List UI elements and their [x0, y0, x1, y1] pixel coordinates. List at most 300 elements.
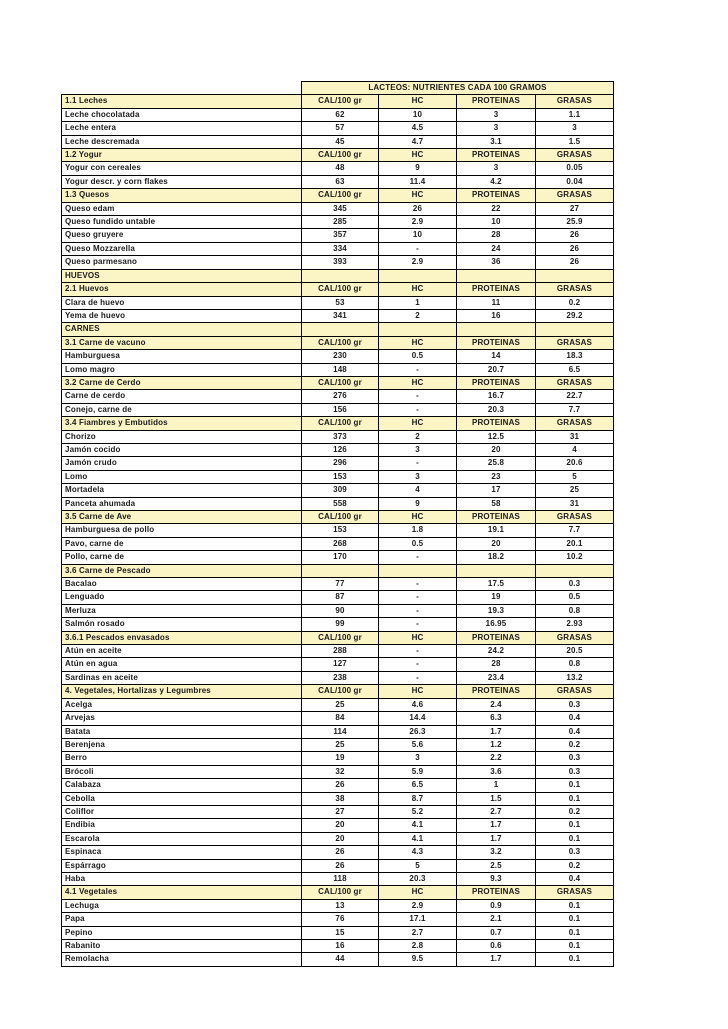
carbs-cell: 5 [379, 859, 457, 872]
table-row [62, 899, 614, 912]
title-spacer-cell [62, 82, 302, 95]
food-name-cell: 4. Vegetales, Hortalizas y Legumbres [62, 685, 302, 698]
table-row [62, 805, 614, 818]
carbs-cell: 4 [379, 484, 457, 497]
calories-cell [302, 323, 379, 336]
carbs-cell: 3 [379, 470, 457, 483]
fat-cell: GRASAS [536, 685, 614, 698]
table-row [62, 537, 614, 550]
carbs-cell: 4.3 [379, 846, 457, 859]
food-name-cell: Queso parmesano [62, 256, 302, 269]
food-name-cell: Queso gruyere [62, 229, 302, 242]
food-name-cell: Atún en agua [62, 658, 302, 671]
food-name-cell: Lenguado [62, 591, 302, 604]
food-name-cell: Salmón rosado [62, 618, 302, 631]
carbs-cell [379, 269, 457, 282]
protein-cell: 19 [457, 591, 536, 604]
protein-cell: 3 [457, 108, 536, 121]
carbs-cell: - [379, 645, 457, 658]
protein-cell: 1.7 [457, 832, 536, 845]
calories-cell: 268 [302, 537, 379, 550]
table-row [62, 484, 614, 497]
calories-cell: 26 [302, 859, 379, 872]
protein-cell: 36 [457, 256, 536, 269]
calories-cell: 27 [302, 805, 379, 818]
calories-cell: 26 [302, 846, 379, 859]
protein-cell: 18.2 [457, 551, 536, 564]
carbs-cell: 2.9 [379, 899, 457, 912]
category-header-row [62, 95, 614, 108]
protein-cell: PROTEINAS [457, 189, 536, 202]
calories-cell: 148 [302, 363, 379, 376]
table-row [62, 256, 614, 269]
fat-cell: 1.1 [536, 108, 614, 121]
calories-cell: 84 [302, 712, 379, 725]
carbs-cell: - [379, 591, 457, 604]
fat-cell: 0.3 [536, 578, 614, 591]
fat-cell: GRASAS [536, 376, 614, 389]
calories-cell: 114 [302, 725, 379, 738]
carbs-cell [379, 564, 457, 577]
carbs-cell: 2 [379, 309, 457, 322]
fat-cell: 0.05 [536, 162, 614, 175]
calories-cell: 296 [302, 457, 379, 470]
fat-cell: GRASAS [536, 283, 614, 296]
food-name-cell: Coliflor [62, 805, 302, 818]
protein-cell: 16 [457, 309, 536, 322]
protein-cell: 19.1 [457, 524, 536, 537]
fat-cell: 0.4 [536, 712, 614, 725]
calories-cell: 153 [302, 470, 379, 483]
table-row [62, 175, 614, 188]
calories-cell: 345 [302, 202, 379, 215]
carbs-cell: 1 [379, 296, 457, 309]
protein-cell: 1.7 [457, 819, 536, 832]
carbs-cell [379, 323, 457, 336]
fat-cell: 20.6 [536, 457, 614, 470]
table-row [62, 752, 614, 765]
carbs-cell: 26 [379, 202, 457, 215]
table-row [62, 430, 614, 443]
fat-cell: GRASAS [536, 417, 614, 430]
table-row [62, 551, 614, 564]
carbs-cell: 2 [379, 430, 457, 443]
calories-cell: 90 [302, 604, 379, 617]
carbs-cell: HC [379, 417, 457, 430]
table-row [62, 122, 614, 135]
table-row [62, 229, 614, 242]
fat-cell: GRASAS [536, 95, 614, 108]
calories-cell: CAL/100 gr [302, 149, 379, 162]
calories-cell: 45 [302, 135, 379, 148]
carbs-cell: HC [379, 283, 457, 296]
protein-cell: 20.3 [457, 403, 536, 416]
fat-cell: 0.1 [536, 792, 614, 805]
fat-cell: 0.3 [536, 698, 614, 711]
calories-cell: 99 [302, 618, 379, 631]
fat-cell: GRASAS [536, 149, 614, 162]
fat-cell: 26 [536, 242, 614, 255]
calories-cell: 20 [302, 832, 379, 845]
category-header-row [62, 886, 614, 899]
category-header-row [62, 685, 614, 698]
food-name-cell: 1.2 Yogur [62, 149, 302, 162]
calories-cell: 357 [302, 229, 379, 242]
carbs-cell: 8.7 [379, 792, 457, 805]
table-row [62, 913, 614, 926]
food-name-cell: Arvejas [62, 712, 302, 725]
carbs-cell: - [379, 658, 457, 671]
table-row [62, 712, 614, 725]
food-name-cell: 3.2 Carne de Cerdo [62, 376, 302, 389]
food-name-cell: Remolacha [62, 953, 302, 966]
carbs-cell: 9.5 [379, 953, 457, 966]
carbs-cell: 11.4 [379, 175, 457, 188]
fat-cell: 3 [536, 122, 614, 135]
calories-cell: 156 [302, 403, 379, 416]
food-name-cell: Jamón cocido [62, 443, 302, 456]
food-name-cell: Sardinas en aceite [62, 671, 302, 684]
protein-cell: 3.1 [457, 135, 536, 148]
category-header-row [62, 511, 614, 524]
fat-cell: 0.3 [536, 765, 614, 778]
table-row [62, 872, 614, 885]
protein-cell: 20 [457, 537, 536, 550]
protein-cell: PROTEINAS [457, 886, 536, 899]
protein-cell: 12.5 [457, 430, 536, 443]
protein-cell [457, 323, 536, 336]
protein-cell: 0.6 [457, 940, 536, 953]
calories-cell: 13 [302, 899, 379, 912]
food-name-cell: Conejo, carne de [62, 403, 302, 416]
table-row [62, 216, 614, 229]
food-name-cell: Endibia [62, 819, 302, 832]
food-name-cell: Acelga [62, 698, 302, 711]
carbs-cell: 4.5 [379, 122, 457, 135]
fat-cell: 0.1 [536, 940, 614, 953]
table-row [62, 953, 614, 966]
nutrient-table [61, 81, 614, 967]
fat-cell [536, 269, 614, 282]
calories-cell: 230 [302, 350, 379, 363]
carbs-cell: 6.5 [379, 779, 457, 792]
food-name-cell: Pavo, carne de [62, 537, 302, 550]
fat-cell: 0.1 [536, 779, 614, 792]
food-name-cell: CARNES [62, 323, 302, 336]
calories-cell: CAL/100 gr [302, 189, 379, 202]
carbs-cell: HC [379, 95, 457, 108]
protein-cell: 24 [457, 242, 536, 255]
table-row [62, 671, 614, 684]
fat-cell: 2.93 [536, 618, 614, 631]
carbs-cell: 9 [379, 162, 457, 175]
fat-cell: 7.7 [536, 524, 614, 537]
food-name-cell: Panceta ahumada [62, 497, 302, 510]
carbs-cell: 0.5 [379, 537, 457, 550]
carbs-cell: - [379, 363, 457, 376]
protein-cell [457, 564, 536, 577]
category-header-row [62, 631, 614, 644]
protein-cell: 28 [457, 658, 536, 671]
fat-cell: 20.1 [536, 537, 614, 550]
category-header-row [62, 149, 614, 162]
protein-cell: PROTEINAS [457, 631, 536, 644]
calories-cell: 38 [302, 792, 379, 805]
carbs-cell: - [379, 242, 457, 255]
category-header-row [62, 376, 614, 389]
protein-cell: 19.3 [457, 604, 536, 617]
fat-cell: 26 [536, 256, 614, 269]
food-name-cell: Hamburguesa [62, 350, 302, 363]
food-name-cell: Queso fundido untable [62, 216, 302, 229]
table-row [62, 926, 614, 939]
table-row [62, 162, 614, 175]
protein-cell: PROTEINAS [457, 283, 536, 296]
carbs-cell: 2.7 [379, 926, 457, 939]
calories-cell: 288 [302, 645, 379, 658]
carbs-cell: HC [379, 149, 457, 162]
category-header-row [62, 336, 614, 349]
calories-cell: CAL/100 gr [302, 886, 379, 899]
table-row [62, 470, 614, 483]
food-name-cell: Mortadela [62, 484, 302, 497]
fat-cell: 22.7 [536, 390, 614, 403]
calories-cell: 48 [302, 162, 379, 175]
calories-cell: 170 [302, 551, 379, 564]
calories-cell: 118 [302, 872, 379, 885]
calories-cell: 25 [302, 738, 379, 751]
calories-cell: 238 [302, 671, 379, 684]
food-name-cell: Bacalao [62, 578, 302, 591]
table-row [62, 309, 614, 322]
table-row [62, 645, 614, 658]
fat-cell: 31 [536, 497, 614, 510]
protein-cell: 2.7 [457, 805, 536, 818]
carbs-cell: 4.7 [379, 135, 457, 148]
fat-cell [536, 564, 614, 577]
calories-cell: CAL/100 gr [302, 631, 379, 644]
protein-cell: 16.7 [457, 390, 536, 403]
protein-cell: 1.7 [457, 725, 536, 738]
food-name-cell: Papa [62, 913, 302, 926]
protein-cell: 10 [457, 216, 536, 229]
calories-cell: 19 [302, 752, 379, 765]
protein-cell: PROTEINAS [457, 149, 536, 162]
calories-cell: 53 [302, 296, 379, 309]
calories-cell: 334 [302, 242, 379, 255]
protein-cell: 22 [457, 202, 536, 215]
fat-cell: 1.5 [536, 135, 614, 148]
protein-cell: 14 [457, 350, 536, 363]
carbs-cell: 17.1 [379, 913, 457, 926]
protein-cell: 24.2 [457, 645, 536, 658]
fat-cell: 0.3 [536, 752, 614, 765]
carbs-cell: 1.8 [379, 524, 457, 537]
fat-cell: 0.2 [536, 296, 614, 309]
carbs-cell: 4.1 [379, 832, 457, 845]
calories-cell [302, 564, 379, 577]
calories-cell: 276 [302, 390, 379, 403]
calories-cell: CAL/100 gr [302, 95, 379, 108]
protein-cell: 28 [457, 229, 536, 242]
calories-cell: 126 [302, 443, 379, 456]
table-row [62, 846, 614, 859]
table-row [62, 779, 614, 792]
fat-cell [536, 323, 614, 336]
protein-cell: 2.1 [457, 913, 536, 926]
fat-cell: 0.04 [536, 175, 614, 188]
calories-cell: 62 [302, 108, 379, 121]
food-name-cell: 3.1 Carne de vacuno [62, 336, 302, 349]
food-name-cell: Rabanito [62, 940, 302, 953]
protein-cell: PROTEINAS [457, 417, 536, 430]
carbs-cell: 10 [379, 108, 457, 121]
protein-cell: 0.7 [457, 926, 536, 939]
protein-cell: 25.8 [457, 457, 536, 470]
table-row [62, 859, 614, 872]
food-name-cell: 2.1 Huevos [62, 283, 302, 296]
table-row [62, 765, 614, 778]
calories-cell: 309 [302, 484, 379, 497]
protein-cell: 11 [457, 296, 536, 309]
fat-cell: 0.2 [536, 805, 614, 818]
carbs-cell: HC [379, 376, 457, 389]
protein-cell: 20.7 [457, 363, 536, 376]
fat-cell: 0.5 [536, 591, 614, 604]
protein-cell: 20 [457, 443, 536, 456]
protein-cell: 3.6 [457, 765, 536, 778]
carbs-cell: 14.4 [379, 712, 457, 725]
table-row [62, 202, 614, 215]
calories-cell: 373 [302, 430, 379, 443]
food-name-cell: Hamburguesa de pollo [62, 524, 302, 537]
food-name-cell: Lechuga [62, 899, 302, 912]
protein-cell: 23.4 [457, 671, 536, 684]
carbs-cell: - [379, 551, 457, 564]
food-name-cell: Chorizo [62, 430, 302, 443]
calories-cell: CAL/100 gr [302, 336, 379, 349]
table-row [62, 591, 614, 604]
food-name-cell: 1.3 Quesos [62, 189, 302, 202]
table-row [62, 658, 614, 671]
calories-cell: 153 [302, 524, 379, 537]
carbs-cell: 2.9 [379, 216, 457, 229]
carbs-cell: 5.9 [379, 765, 457, 778]
calories-cell: 341 [302, 309, 379, 322]
table-row [62, 296, 614, 309]
calories-cell: 44 [302, 953, 379, 966]
carbs-cell: - [379, 578, 457, 591]
fat-cell: 0.1 [536, 913, 614, 926]
food-name-cell: Berenjena [62, 738, 302, 751]
protein-cell: 17 [457, 484, 536, 497]
calories-cell: CAL/100 gr [302, 685, 379, 698]
food-name-cell: 3.4 Fiambres y Embutidos [62, 417, 302, 430]
table-row [62, 135, 614, 148]
table-row [62, 457, 614, 470]
protein-cell: 3 [457, 122, 536, 135]
carbs-cell: - [379, 457, 457, 470]
fat-cell: 0.1 [536, 819, 614, 832]
protein-cell: 1.2 [457, 738, 536, 751]
carbs-cell: HC [379, 886, 457, 899]
table-row [62, 524, 614, 537]
carbs-cell: 10 [379, 229, 457, 242]
protein-cell: PROTEINAS [457, 685, 536, 698]
protein-cell: 0.9 [457, 899, 536, 912]
table-row [62, 618, 614, 631]
protein-cell: PROTEINAS [457, 95, 536, 108]
fat-cell: 0.1 [536, 926, 614, 939]
calories-cell: 127 [302, 658, 379, 671]
protein-cell: 1.7 [457, 953, 536, 966]
fat-cell: 4 [536, 443, 614, 456]
fat-cell: GRASAS [536, 336, 614, 349]
food-name-cell: Batata [62, 725, 302, 738]
calories-cell: 26 [302, 779, 379, 792]
protein-cell: PROTEINAS [457, 511, 536, 524]
category-header-row [62, 417, 614, 430]
table-row [62, 819, 614, 832]
calories-cell: 63 [302, 175, 379, 188]
section-header-row [62, 323, 614, 336]
section-header-row [62, 564, 614, 577]
table-row [62, 792, 614, 805]
protein-cell: PROTEINAS [457, 336, 536, 349]
food-name-cell: Pepino [62, 926, 302, 939]
food-name-cell: Lomo magro [62, 363, 302, 376]
food-name-cell: Carne de cerdo [62, 390, 302, 403]
fat-cell: 27 [536, 202, 614, 215]
table-row [62, 497, 614, 510]
protein-cell: 4.2 [457, 175, 536, 188]
fat-cell: 31 [536, 430, 614, 443]
protein-cell: 2.5 [457, 859, 536, 872]
table-row [62, 578, 614, 591]
carbs-cell: - [379, 618, 457, 631]
nutrition-sheet [61, 81, 613, 967]
carbs-cell: 9 [379, 497, 457, 510]
food-name-cell: Clara de huevo [62, 296, 302, 309]
table-row [62, 390, 614, 403]
calories-cell: 32 [302, 765, 379, 778]
fat-cell: 0.4 [536, 725, 614, 738]
food-name-cell: Leche descremada [62, 135, 302, 148]
fat-cell: 0.8 [536, 658, 614, 671]
carbs-cell: 26.3 [379, 725, 457, 738]
table-row [62, 350, 614, 363]
fat-cell: 29.2 [536, 309, 614, 322]
calories-cell: CAL/100 gr [302, 417, 379, 430]
carbs-cell: HC [379, 189, 457, 202]
fat-cell: 0.1 [536, 832, 614, 845]
table-title: LACTEOS: NUTRIENTES CADA 100 GRAMOS [302, 82, 614, 95]
food-name-cell: Queso edam [62, 202, 302, 215]
section-header-row [62, 269, 614, 282]
food-name-cell: Lomo [62, 470, 302, 483]
food-name-cell: Yogur descr. y corn flakes [62, 175, 302, 188]
food-name-cell: Yema de huevo [62, 309, 302, 322]
calories-cell: 57 [302, 122, 379, 135]
carbs-cell: 0.5 [379, 350, 457, 363]
carbs-cell: - [379, 604, 457, 617]
food-name-cell: Escarola [62, 832, 302, 845]
table-row [62, 363, 614, 376]
carbs-cell: 4.1 [379, 819, 457, 832]
calories-cell: 77 [302, 578, 379, 591]
fat-cell: 25 [536, 484, 614, 497]
food-name-cell: Yogur con cereales [62, 162, 302, 175]
